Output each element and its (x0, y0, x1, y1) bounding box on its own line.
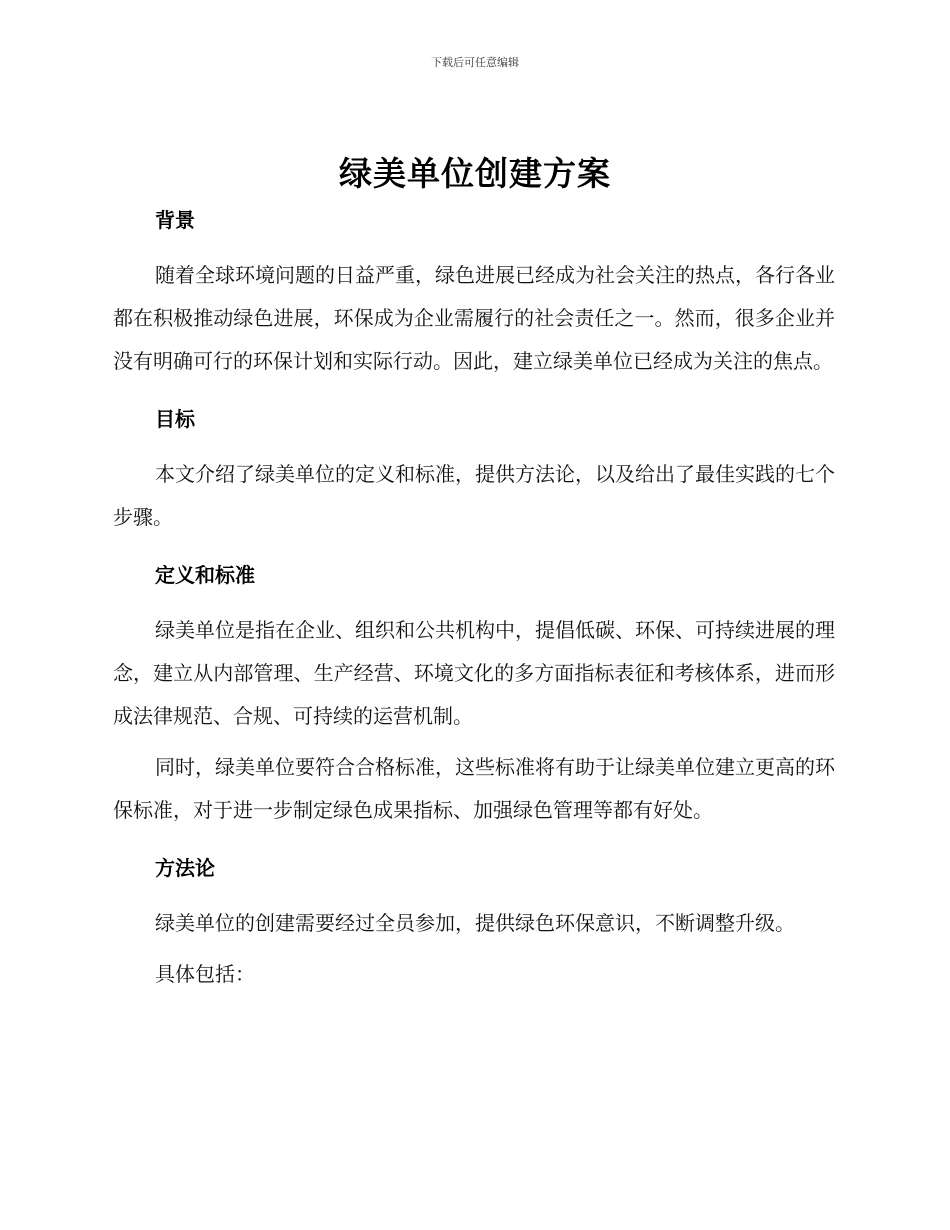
section-heading-background: 背景 (155, 208, 195, 232)
paragraph-methodology: 绿美单位的创建需要经过全员参加，提供绿色环保意识，不断调整升级。 (155, 911, 795, 935)
page-header: 下载后可任意编辑 (431, 56, 519, 69)
document-title: 绿美单位创建方案 (339, 154, 611, 193)
paragraph-standards: 同时，绿美单位要符合合格标准，这些标准将有助于让绿美单位建立更高的环保标准，对于进一步制定绿色成果指标、加强绿色管理等都有好处。 (113, 755, 835, 822)
paragraph-goal: 本文介绍了绿美单位的定义和标准，提供方法论，以及给出了最佳实践的七个步骤。 (113, 462, 835, 529)
paragraph-background: 随着全球环境问题的日益严重，绿色进展已经成为社会关注的热点，各行各业都在积极推动绿色进展，环保成为企业需履行的社会责任之一。然而，很多企业并没有明确可行的环保计划和实际行动。因此，建立绿美单位已经成为关注的焦点。 (113, 263, 835, 373)
section-heading-definition: 定义和标准 (155, 563, 255, 587)
paragraph-definition: 绿美单位是指在企业、组织和公共机构中，提倡低碳、环保、可持续进展的理念，建立从内部管理、生产经营、环境文化的多方面指标表征和考核体系，进而形成法律规范、合规、可持续的运营机制。 (113, 618, 835, 728)
paragraph-specifics: 具体包括： (155, 962, 255, 986)
section-heading-methodology: 方法论 (155, 856, 215, 880)
document-body (113, 202, 835, 996)
section-heading-goal: 目标 (155, 407, 195, 431)
